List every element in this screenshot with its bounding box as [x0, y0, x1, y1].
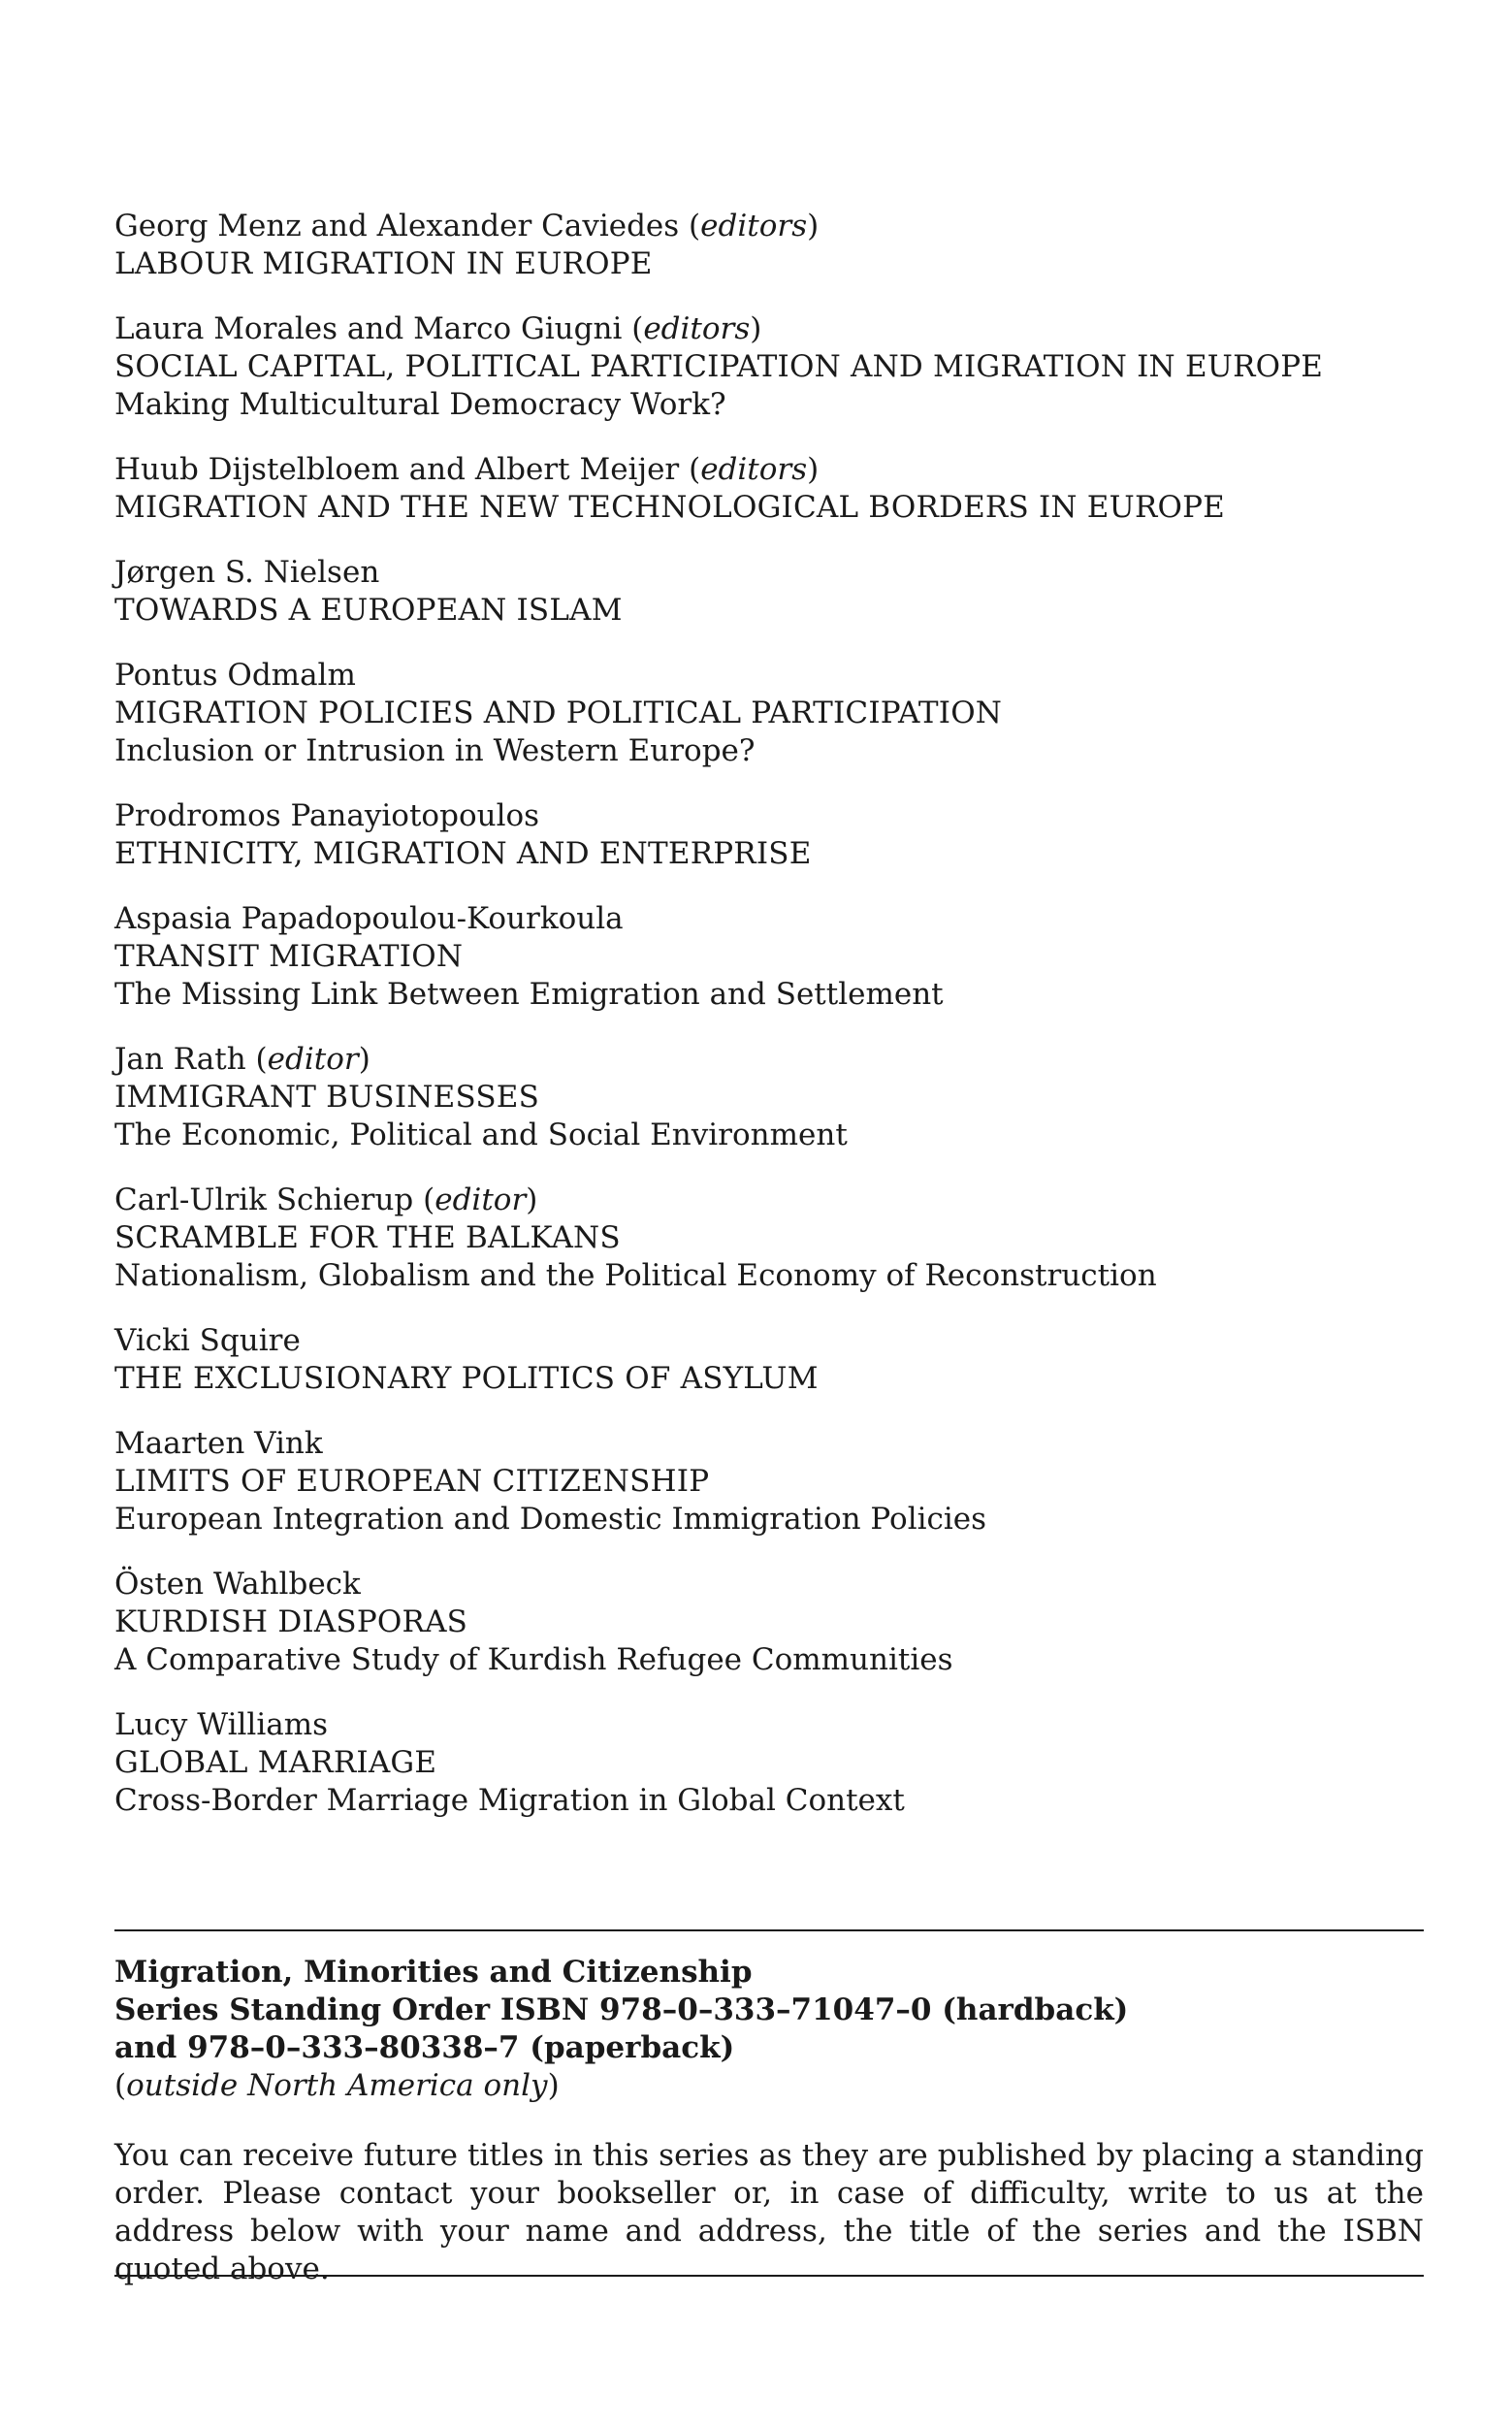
series-isbn-paperback: and 978–0–333–80338–7 (paperback)	[114, 2030, 735, 2065]
book-author-role: editors	[700, 452, 808, 487]
series-note: (outside North America only)	[114, 2068, 560, 2103]
book-subtitle: Cross-Border Marriage Migration in Global Context	[114, 1783, 905, 1818]
book-subtitle: The Economic, Political and Social Environment	[114, 1117, 848, 1152]
book-author-name: Jan Rath	[114, 1042, 246, 1077]
book-title: IMMIGRANT BUSINESSES	[114, 1080, 540, 1115]
book-author: Georg Menz and Alexander Caviedes (editors)	[114, 209, 820, 243]
book-entry	[114, 310, 1424, 424]
book-title: LIMITS OF EUROPEAN CITIZENSHIP	[114, 1464, 710, 1499]
book-author	[114, 797, 1424, 835]
book-title: MIGRATION AND THE NEW TECHNOLOGICAL BORDERS IN EUROPE	[114, 490, 1225, 525]
book-subtitle: European Integration and Domestic Immigration Policies	[114, 1502, 987, 1537]
book-title: ETHNICITY, MIGRATION AND ENTERPRISE	[114, 836, 812, 871]
book-title: SOCIAL CAPITAL, POLITICAL PARTICIPATION AND MIGRATION IN EUROPE	[114, 349, 1324, 384]
book-entry	[114, 1566, 1424, 1679]
book-title: SCRAMBLE FOR THE BALKANS	[114, 1220, 621, 1255]
book-author-name: Huub Dijstelbloem and Albert Meijer	[114, 452, 680, 487]
book-title: KURDISH DIASPORAS	[114, 1604, 468, 1639]
book-list	[114, 208, 1424, 1847]
series-isbn-hardback: Series Standing Order ISBN 978–0–333–71047–0 (hardback)	[114, 1992, 1129, 2027]
book-author-role: editors	[643, 311, 751, 346]
book-subtitle: The Missing Link Between Emigration and Settlement	[114, 977, 944, 1012]
divider-bottom	[114, 2275, 1424, 2277]
book-title: MIGRATION POLICIES AND POLITICAL PARTICIPATION	[114, 696, 1003, 730]
book-author-name: Carl-Ulrik Schierup	[114, 1182, 414, 1217]
book-author-name: Jørgen S. Nielsen	[114, 555, 380, 590]
book-title: GLOBAL MARRIAGE	[114, 1745, 437, 1780]
book-author	[114, 657, 1424, 695]
book-entry	[114, 657, 1424, 770]
book-entry	[114, 451, 1424, 527]
book-entry	[114, 1322, 1424, 1398]
book-author-role: editor	[434, 1182, 527, 1217]
book-author-name: Aspasia Papadopoulou-Kourkoula	[114, 901, 624, 936]
book-author-name: Prodromos Panayiotopoulos	[114, 798, 540, 833]
book-author: Jan Rath (editor)	[114, 1042, 370, 1077]
book-entry	[114, 1425, 1424, 1538]
book-title: TOWARDS A EUROPEAN ISLAM	[114, 593, 623, 628]
book-author	[114, 1566, 1424, 1603]
book-author-name: Pontus Odmalm	[114, 658, 356, 693]
book-entry	[114, 1706, 1424, 1820]
book-subtitle: Nationalism, Globalism and the Political Economy of Reconstruction	[114, 1258, 1157, 1293]
book-title: TRANSIT MIGRATION	[114, 939, 464, 974]
book-entry	[114, 208, 1424, 283]
book-author-name: Lucy Williams	[114, 1707, 329, 1742]
book-entry	[114, 1041, 1424, 1154]
book-author	[114, 900, 1424, 938]
book-entry	[114, 1182, 1424, 1295]
book-entry	[114, 797, 1424, 873]
book-author-role: editors	[700, 209, 808, 243]
book-title: THE EXCLUSIONARY POLITICS OF ASYLUM	[114, 1361, 819, 1396]
book-author	[114, 554, 1424, 592]
book-author-name: Laura Morales and Marco Giugni	[114, 311, 623, 346]
series-description: You can receive future titles in this series as they are published by placing a standing order. Please contact your bookseller or, in case of difficulty, write to us at the address below with your name and address, the title of the series and the ISBN quoted above.	[114, 2138, 1424, 2286]
book-author: Huub Dijstelbloem and Albert Meijer (editors)	[114, 452, 820, 487]
series-name: Migration, Minorities and Citizenship	[114, 1955, 753, 1990]
book-author-role: editor	[267, 1042, 359, 1077]
book-author	[114, 1322, 1424, 1360]
book-author-name: Maarten Vink	[114, 1426, 323, 1461]
book-title: LABOUR MIGRATION IN EUROPE	[114, 246, 653, 281]
book-entry	[114, 554, 1424, 630]
book-subtitle: A Comparative Study of Kurdish Refugee Communities	[114, 1642, 953, 1677]
book-author	[114, 1706, 1424, 1744]
book-author-name: Östen Wahlbeck	[114, 1567, 361, 1602]
book-subtitle: Making Multicultural Democracy Work?	[114, 387, 726, 422]
divider-top	[114, 1929, 1424, 1931]
book-author-name: Georg Menz and Alexander Caviedes	[114, 209, 680, 243]
series-note-text: outside North America only	[126, 2068, 548, 2103]
book-author-name: Vicki Squire	[114, 1323, 301, 1358]
book-author: Carl-Ulrik Schierup (editor)	[114, 1182, 538, 1217]
book-entry	[114, 900, 1424, 1014]
book-author: Laura Morales and Marco Giugni (editors)	[114, 311, 762, 346]
series-standing-order	[114, 1954, 1424, 2288]
book-subtitle: Inclusion or Intrusion in Western Europe?	[114, 733, 756, 768]
book-author	[114, 1425, 1424, 1463]
